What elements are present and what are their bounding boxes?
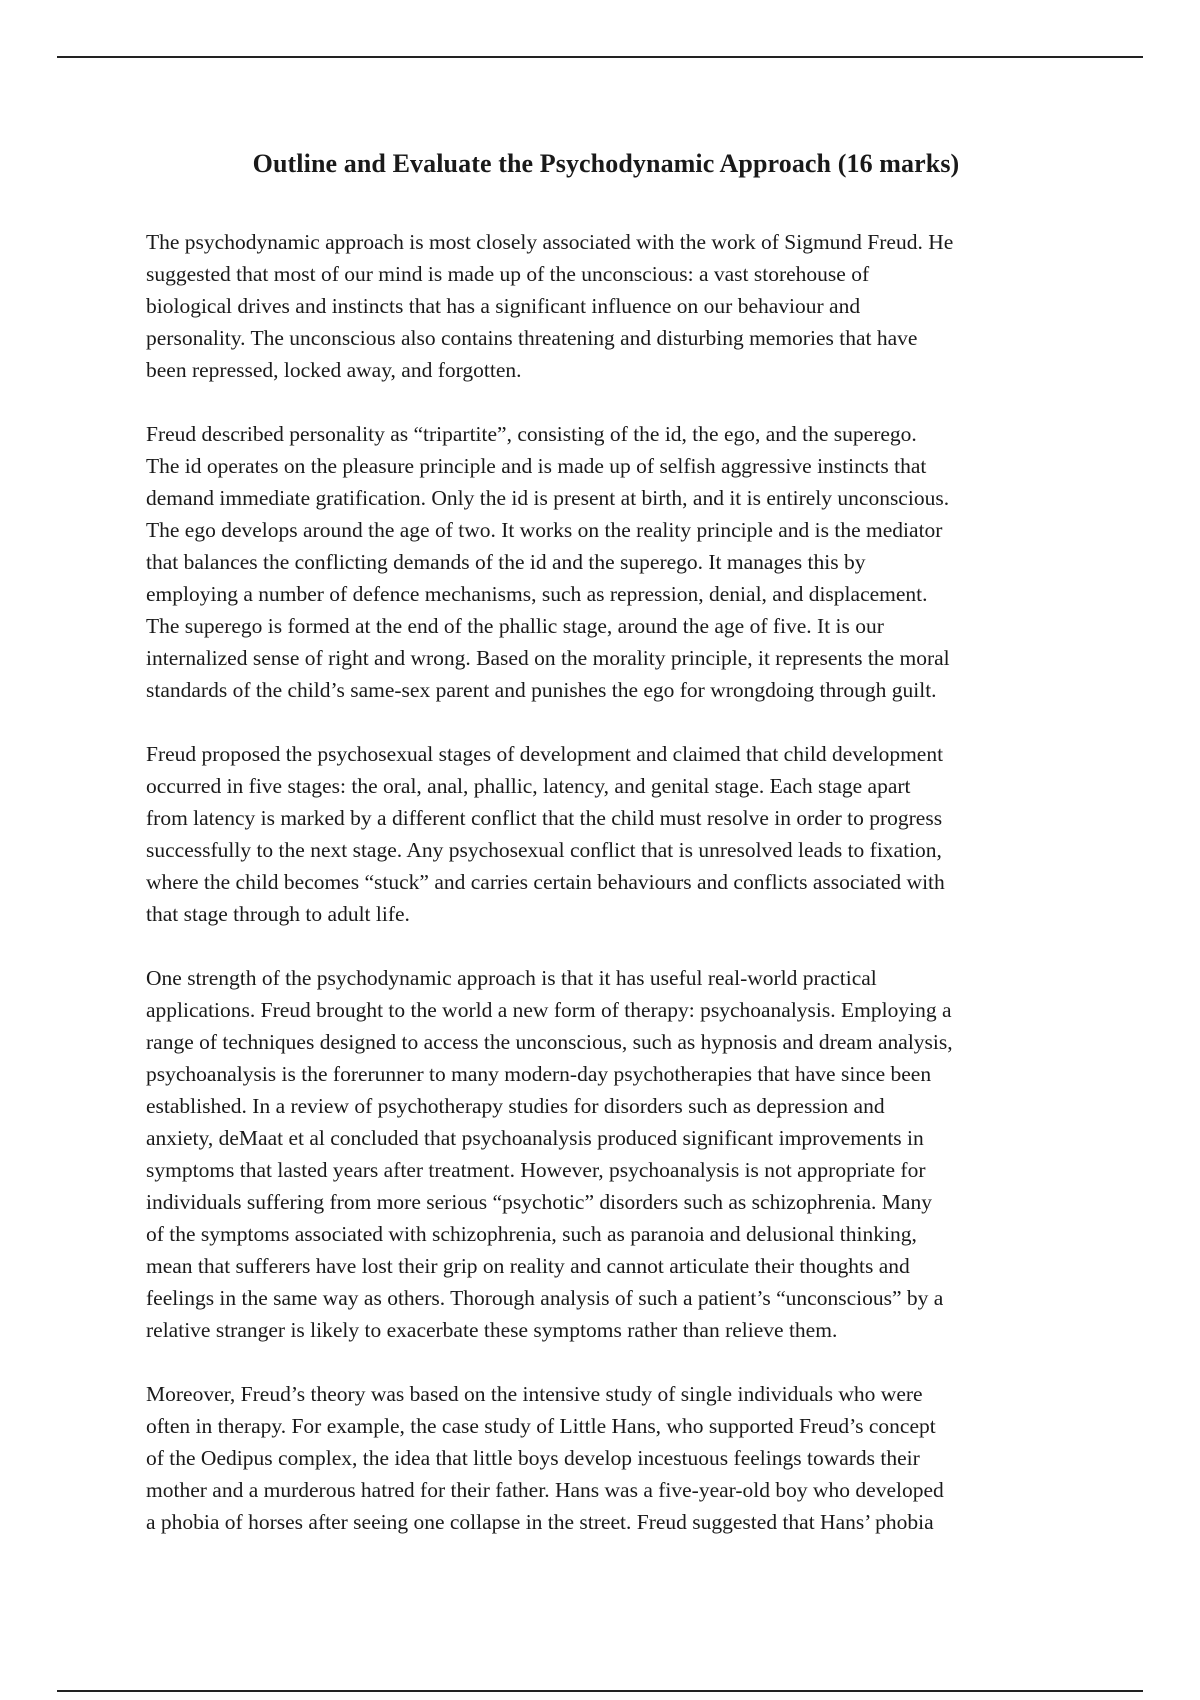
footer-rule — [57, 1690, 1143, 1692]
text-line: from latency is marked by a different conflict that the child must resolve in order to progress — [146, 806, 943, 830]
text-line: successfully to the next stage. Any psychosexual conflict that is unresolved leads to fixation, — [146, 838, 942, 862]
text-line: One strength of the psychodynamic approach is that it has useful real-world practical — [146, 966, 877, 990]
text-line: psychoanalysis is the forerunner to many modern-day psychotherapies that have since been — [146, 1062, 932, 1086]
text-line: standards of the child’s same-sex parent and punishes the ego for wrongdoing through guilt. — [146, 678, 937, 702]
text-line: personality. The unconscious also contains threatening and disturbing memories that have — [146, 326, 918, 350]
text-line: biological drives and instincts that has a significant influence on our behaviour and — [146, 294, 861, 318]
text-line: of the Oedipus complex, the idea that little boys develop incestuous feelings towards their — [146, 1446, 920, 1470]
text-line: of the symptoms associated with schizophrenia, such as paranoia and delusional thinking, — [146, 1222, 917, 1246]
text-line: The ego develops around the age of two. It works on the reality principle and is the mediator — [146, 518, 943, 542]
text-line: The id operates on the pleasure principle and is made up of selfish aggressive instincts that — [146, 454, 927, 478]
text-line: internalized sense of right and wrong. Based on the morality principle, it represents the moral — [146, 646, 950, 670]
text-line: applications. Freud brought to the world a new form of therapy: psychoanalysis. Employing a — [146, 998, 952, 1022]
text-line: suggested that most of our mind is made up of the unconscious: a vast storehouse of — [146, 262, 870, 286]
paragraph-case-study — [146, 1378, 1066, 1538]
text-line: that stage through to adult life. — [146, 902, 410, 926]
text-line: anxiety, deMaat et al concluded that psychoanalysis produced significant improvements in — [146, 1126, 924, 1150]
text-line: The superego is formed at the end of the phallic stage, around the age of five. It is our — [146, 614, 884, 638]
text-line: relative stranger is likely to exacerbate these symptoms rather than relieve them. — [146, 1318, 838, 1342]
text-line: employing a number of defence mechanisms, such as repression, denial, and displacement. — [146, 582, 928, 606]
paragraph-intro — [146, 226, 1066, 386]
text-line: been repressed, locked away, and forgotten. — [146, 358, 522, 382]
text-line: mean that sufferers have lost their grip on reality and cannot articulate their thoughts and — [146, 1254, 910, 1278]
text-line: individuals suffering from more serious “psychotic” disorders such as schizophrenia. Many — [146, 1190, 932, 1214]
paragraph-strength — [146, 962, 1066, 1346]
paragraph-psychosexual-stages — [146, 738, 1066, 930]
text-line: symptoms that lasted years after treatment. However, psychoanalysis is not appropriate for — [146, 1158, 926, 1182]
text-line: range of techniques designed to access the unconscious, such as hypnosis and dream analysis, — [146, 1030, 953, 1054]
text-line: where the child becomes “stuck” and carries certain behaviours and conflicts associated with — [146, 870, 945, 894]
text-line: often in therapy. For example, the case study of Little Hans, who supported Freud’s concept — [146, 1414, 936, 1438]
text-line: established. In a review of psychotherapy studies for disorders such as depression and — [146, 1094, 885, 1118]
text-line: Freud proposed the psychosexual stages of development and claimed that child development — [146, 742, 944, 766]
paragraph-tripartite — [146, 418, 1066, 706]
text-line: feelings in the same way as others. Thorough analysis of such a patient’s “unconscious” by a — [146, 1286, 944, 1310]
text-line: that balances the conflicting demands of the id and the superego. It manages this by — [146, 550, 866, 574]
text-line: Moreover, Freud’s theory was based on the intensive study of single individuals who were — [146, 1382, 923, 1406]
text-line: a phobia of horses after seeing one collapse in the street. Freud suggested that Hans’ phobia — [146, 1510, 934, 1534]
document-body — [146, 136, 1066, 1570]
text-line: occurred in five stages: the oral, anal, phallic, latency, and genital stage. Each stage apart — [146, 774, 911, 798]
text-line: The psychodynamic approach is most closely associated with the work of Sigmund Freud. He — [146, 230, 954, 254]
document-title: Outline and Evaluate the Psychodynamic Approach (16 marks) — [252, 149, 960, 178]
text-line: mother and a murderous hatred for their father. Hans was a five-year-old boy who developed — [146, 1478, 944, 1502]
text-line: Freud described personality as “tripartite”, consisting of the id, the ego, and the superego. — [146, 422, 917, 446]
header-rule — [57, 56, 1143, 58]
text-line: demand immediate gratification. Only the id is present at birth, and it is entirely unconscious. — [146, 486, 950, 510]
